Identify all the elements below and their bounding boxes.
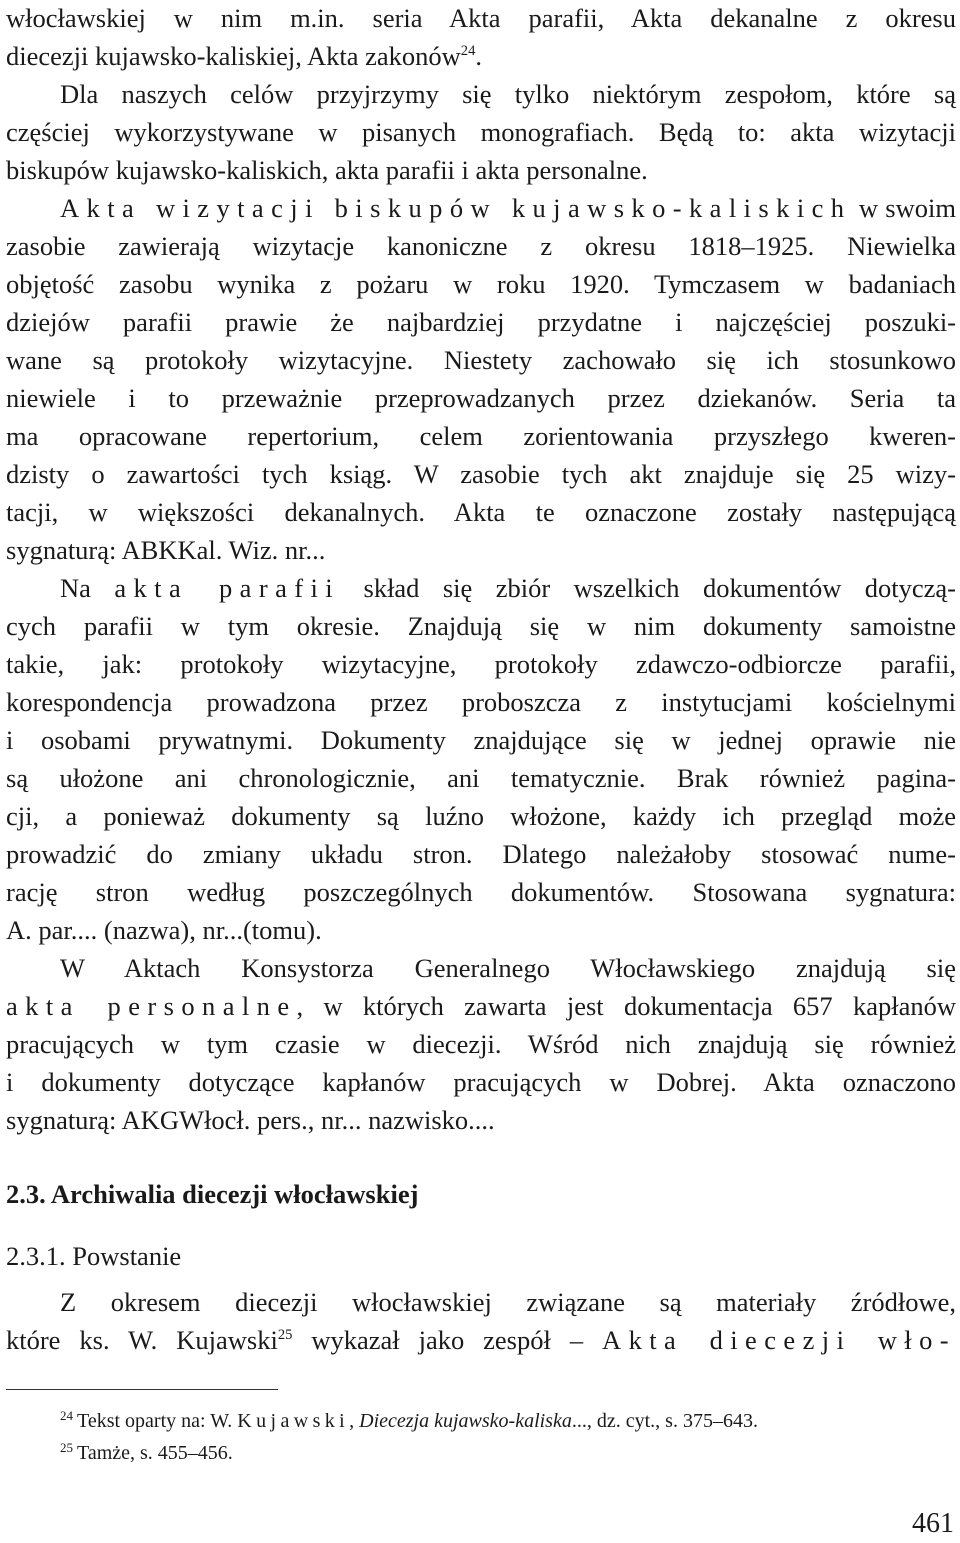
body-line: zasobie zawierają wizytacje kanoniczne z okresu 1818–1925. Niewielka xyxy=(6,231,956,261)
body-line: które ks. W. Kujawski$^{25}$ wykazał jako zespół – Akta diecezji wło- xyxy=(6,1325,956,1355)
body-line: Z okresem diecezji włocławskiej związane są materiały źródłowe, xyxy=(60,1287,956,1317)
body-line: W Aktach Konsystorza Generalnego Włocławskiego znajdują się xyxy=(60,953,956,983)
subsection-heading: 2.3.1. Powstanie xyxy=(6,1241,182,1271)
body-line: korespondencja prowadzona przez proboszcza z instytucjami kościelnymi xyxy=(6,687,956,717)
body-line: akta personalne, w których zawarta jest dokumentacja 657 kapłanów xyxy=(6,991,956,1021)
body-line: Akta wizytacji biskupów kujawsko-kaliskich w swoim xyxy=(60,193,956,223)
footnote-ref-24[interactable]: 24 xyxy=(460,42,476,59)
body-line: biskupów kujawsko-kaliskich, akta parafii i akta personalne. xyxy=(6,155,648,185)
body-line: rację stron według poszczególnych dokumentów. Stosowana sygnatura: xyxy=(6,877,956,907)
body-line: Dla naszych celów przyjrzymy się tylko niektórym zespołom, które są xyxy=(60,79,956,109)
body-line: prowadzić do zmiany układu stron. Dlatego należałoby stosować nume- xyxy=(6,839,956,869)
footnote-divider xyxy=(6,1389,278,1390)
body-line: dziejów parafii prawie że najbardziej przydatne i najczęściej poszuki- xyxy=(6,307,956,337)
spaced-emphasis: Akta diecezji wło- xyxy=(602,1325,956,1355)
body-line: wane są protokoły wizytacyjne. Niestety zachowało się ich stosunkowo xyxy=(6,345,956,375)
spaced-emphasis: akta personalne xyxy=(6,991,297,1021)
body-line: objętość zasobu wynika z pożaru w roku 1920. Tymczasem w badaniach xyxy=(6,269,956,299)
body-line: A. par.... (nazwa), nr...(tomu). xyxy=(6,915,322,945)
body-line: dzisty o zawartości tych ksiąg. W zasobie tych akt znajduje się 25 wizy- xyxy=(6,459,956,489)
body-line: cji, a ponieważ dokumenty są luźno włożone, każdy ich przegląd może xyxy=(6,801,956,831)
body-line: sygnaturą: ABKKal. Wiz. nr... xyxy=(6,535,326,565)
spaced-emphasis: akta parafii xyxy=(114,573,341,603)
body-line: są ułożone ani chronologicznie, ani tematycznie. Brak również pagina- xyxy=(6,763,956,793)
footnote-ref-25[interactable]: 25 xyxy=(277,1326,293,1343)
body-line: częściej wykorzystywane w pisanych monografiach. Będą to: akta wizytacji xyxy=(6,117,956,147)
page-number: 461 xyxy=(912,1508,954,1539)
body-line: tacji, w większości dekanalnych. Akta te oznaczone zostały następującą xyxy=(6,497,956,527)
body-line: sygnaturą: AKGWłocł. pers., nr... nazwisko.... xyxy=(6,1105,495,1135)
footnote-25: $^{25}$ Tamże, s. 455–456. xyxy=(60,1440,233,1465)
body-line: niewiele i to przeważnie przeprowadzanych przez dziekanów. Seria ta xyxy=(6,383,956,413)
body-line: diecezji kujawsko-kaliskiej, Akta zakonów$^{24}$. xyxy=(6,41,482,71)
body-line: cych parafii w tym okresie. Znajdują się w nim dokumenty samoistne xyxy=(6,611,956,641)
body-line: Na akta parafii skład się zbiór wszelkich dokumentów dotyczą- xyxy=(60,573,956,603)
section-heading: 2.3. Archiwalia diecezji włocławskiej xyxy=(6,1179,419,1209)
spaced-emphasis: Akta wizytacji biskupów kujawsko-kaliskich xyxy=(60,193,852,223)
footnote-24: $^{24}$ Tekst oparty na: W. Kujawski, Diecezja kujawsko-kaliska..., dz. cyt., s. 375–643. xyxy=(60,1408,758,1433)
body-line: takie, jak: protokoły wizytacyjne, protokoły zdawczo-odbiorcze parafii, xyxy=(6,649,956,679)
body-line: i dokumenty dotyczące kapłanów pracujących w Dobrej. Akta oznaczono xyxy=(6,1067,956,1097)
body-line: włocławskiej w nim m.in. seria Akta parafii, Akta dekanalne z okresu xyxy=(6,3,956,33)
body-line: pracujących w tym czasie w diecezji. Wśród nich znajdują się również xyxy=(6,1029,956,1059)
body-line: ma opracowane repertorium, celem zorientowania przyszłego kweren- xyxy=(6,421,956,451)
body-line: i osobami prywatnymi. Dokumenty znajdujące się w jednej oprawie nie xyxy=(6,725,956,755)
